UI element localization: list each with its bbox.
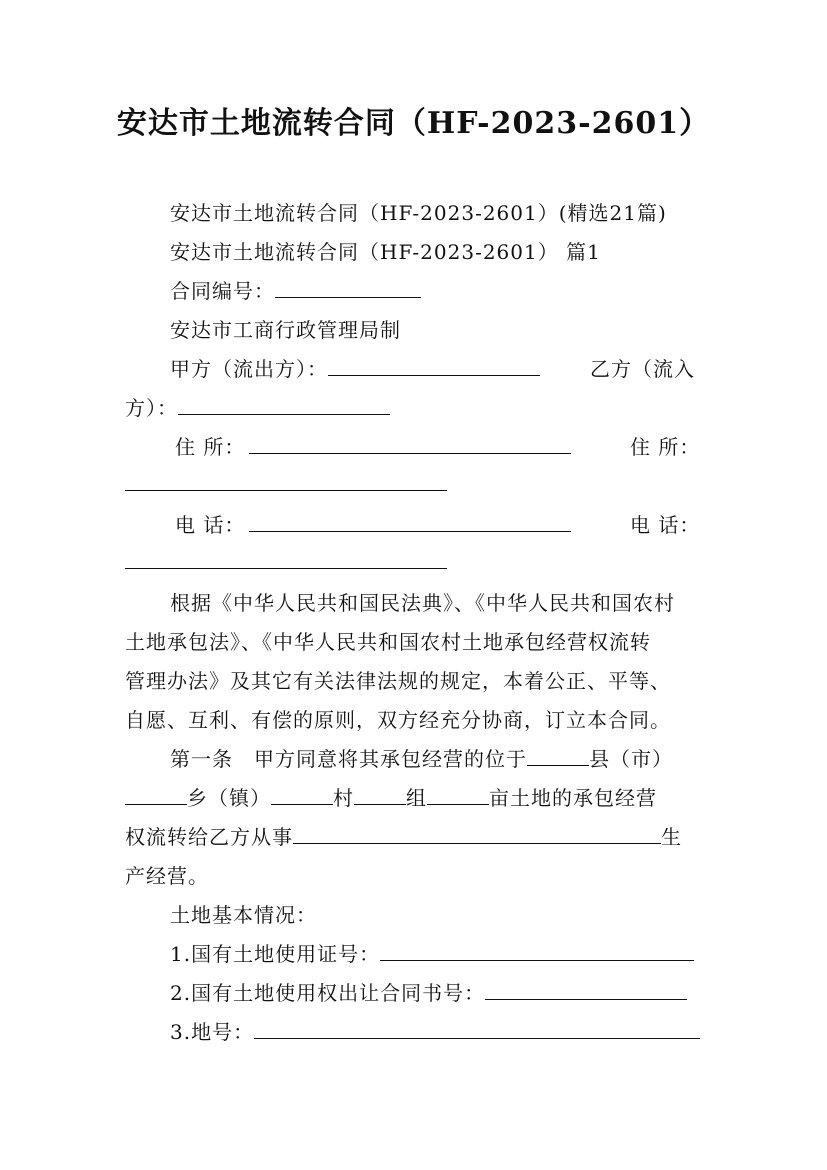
para1-line-2: 土地承包法》、《中华人民共和国农村土地承包经营权流转 (125, 630, 651, 654)
land-item-3 (170, 1019, 700, 1045)
article1-text-d: 村 (333, 786, 354, 810)
document-subtitle: 安达市土地流转合同（HF-2023-2601）(精选21篇) (170, 201, 667, 225)
article1-text-c: 乡（镇） (187, 786, 271, 810)
land-number-blank[interactable] (254, 1020, 700, 1039)
acre-blank[interactable] (427, 786, 489, 805)
land-cert-blank[interactable] (380, 942, 694, 961)
article1-text-f: 亩土地的承包经营 (489, 786, 657, 810)
party-b-label-start: 乙方（流入 (590, 357, 695, 381)
phone-a-row (175, 512, 571, 538)
party-a-blank[interactable] (328, 357, 540, 376)
land-item-1 (170, 941, 694, 967)
party-b-label-end: 方）： (125, 396, 178, 420)
article1-line-4: 产经营。 (125, 864, 209, 888)
party-a-label: 甲方（流出方）： (170, 357, 328, 381)
address-b-blank[interactable] (125, 490, 447, 491)
document-title: 安达市土地流转合同（HF-2023-2601） (116, 106, 711, 141)
section-heading: 安达市土地流转合同（HF-2023-2601） 篇1 (170, 240, 601, 264)
county-blank[interactable] (527, 747, 589, 766)
land-item-1-label: 1.国有土地使用证号： (170, 942, 381, 966)
village-blank[interactable] (271, 786, 333, 805)
township-blank[interactable] (125, 786, 187, 805)
land-contract-blank[interactable] (485, 981, 687, 1000)
party-b-blank[interactable] (178, 396, 390, 415)
contract-number-blank[interactable] (275, 279, 421, 298)
address-a-row (175, 434, 571, 460)
address-a-blank[interactable] (249, 435, 571, 454)
usage-blank[interactable] (293, 825, 661, 844)
issuer-line: 安达市工商行政管理局制 (170, 318, 401, 342)
article1-text-e: 组 (406, 786, 427, 810)
party-b-row (125, 395, 390, 421)
article1-line-1 (170, 746, 673, 772)
article1-text-h: 生 (661, 825, 682, 849)
para1-line-3: 管理办法》及其它有关法律法规的规定，本着公正、平等、 (125, 669, 671, 693)
address-a-label: 住 所： (175, 435, 246, 459)
article1-line-2 (125, 785, 657, 811)
land-item-3-label: 3.地号： (170, 1020, 255, 1044)
phone-a-blank[interactable] (249, 513, 571, 532)
article1-text-g: 权流转给乙方从事 (125, 825, 293, 849)
phone-b-label: 电 话： (630, 513, 701, 537)
para1-line-1: 根据《中华人民共和国民法典》、《中华人民共和国农村 (170, 591, 675, 615)
phone-b-blank[interactable] (125, 568, 447, 569)
article1-line-3 (125, 824, 682, 850)
land-item-2-label: 2.国有土地使用权出让合同书号： (170, 981, 486, 1005)
phone-a-label: 电 话： (175, 513, 246, 537)
contract-number-label: 合同编号： (170, 279, 275, 303)
party-a-row (170, 356, 540, 382)
article1-text-b: 县（市） (589, 747, 673, 771)
address-b-label: 住 所： (630, 435, 701, 459)
group-blank[interactable] (354, 786, 406, 805)
para1-line-4: 自愿、互利、有偿的原则，双方经充分协商，订立本合同。 (125, 708, 671, 732)
contract-number-row (170, 278, 421, 304)
article1-text-a: 第一条 甲方同意将其承包经营的位于 (170, 747, 527, 771)
land-info-heading: 土地基本情况： (170, 903, 317, 927)
land-item-2 (170, 980, 687, 1006)
